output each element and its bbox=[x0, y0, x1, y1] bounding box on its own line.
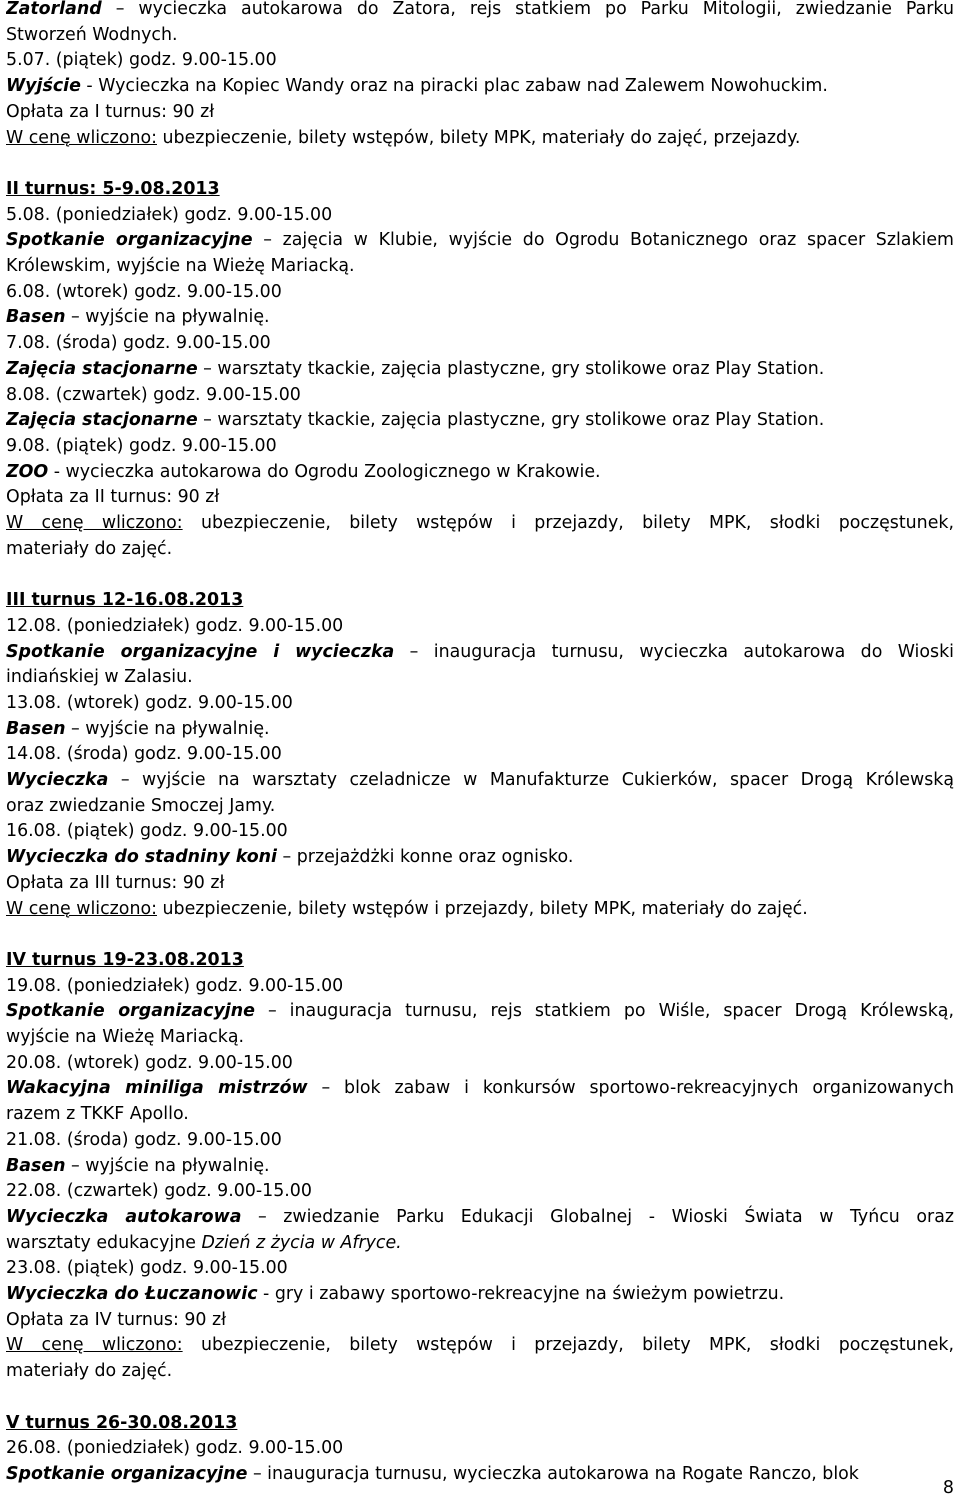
body-text: 16.08. (piątek) godz. 9.00-15.00 bbox=[6, 821, 288, 842]
text-line bbox=[6, 794, 954, 819]
text-line bbox=[6, 665, 954, 690]
text-line bbox=[6, 1308, 954, 1333]
text-line bbox=[6, 1462, 954, 1487]
emphasis-text: Wycieczka do Łuczanowic bbox=[6, 1284, 258, 1304]
text-line bbox=[6, 845, 954, 870]
body-text: – zajęcia w Klubie, wyjście do Ogrodu Botanicznego oraz spacer Szlakiem bbox=[252, 230, 954, 251]
text-line bbox=[6, 48, 954, 73]
text-line bbox=[6, 1051, 954, 1076]
body-text: – inauguracja turnusu, wycieczka autokarowa na Rogate Ranczo, blok bbox=[247, 1463, 859, 1484]
underlined-text: W cenę wliczono: bbox=[6, 1335, 183, 1356]
text-line bbox=[6, 819, 954, 844]
body-text: wyjście na Wieżę Mariacką. bbox=[6, 1027, 245, 1047]
body-text: – wyjście na pływalnię. bbox=[65, 1155, 270, 1176]
body-text: - wycieczka autokarowa do Ogrodu Zoologicznego w Krakowie. bbox=[48, 461, 601, 482]
text-line bbox=[6, 1359, 954, 1384]
text-line bbox=[6, 871, 954, 896]
body-text: – zwiedzanie Parku Edukacji Globalnej - Wioski Świata w Tyńcu oraz bbox=[241, 1206, 954, 1227]
text-line bbox=[6, 1282, 954, 1307]
text-line bbox=[6, 614, 954, 639]
text-line bbox=[6, 1128, 954, 1153]
body-text: indiańskiej w Zalasiu. bbox=[6, 667, 193, 688]
body-text: – wycieczka autokarowa do Zatora, rejs statkiem po Parku Mitologii, zwiedzanie Parku bbox=[101, 0, 954, 19]
body-text: Stworzeń Wodnych. bbox=[6, 24, 178, 45]
emphasis-text: Zajęcia stacjonarne bbox=[6, 358, 198, 379]
body-text: – wyjście na pływalnię. bbox=[65, 718, 270, 739]
body-text: 8.08. (czwartek) godz. 9.00-15.00 bbox=[6, 384, 301, 405]
body-text: 5.07. (piątek) godz. 9.00-15.00 bbox=[6, 50, 277, 71]
body-text: - Wycieczka na Kopiec Wandy oraz na piracki plac zabaw nad Zalewem Nowohuckim. bbox=[80, 76, 828, 97]
text-line bbox=[6, 126, 954, 151]
body-text: ubezpieczenie, bilety wstępów, bilety MPK, materiały do zajęć, przejazdy. bbox=[156, 127, 801, 148]
text-line bbox=[6, 1076, 954, 1101]
body-text: razem z TKKF Apollo. bbox=[6, 1104, 189, 1125]
emphasis-text: Spotkanie organizacyjne bbox=[6, 1463, 248, 1484]
body-text: Opłata za II turnus: 90 zł bbox=[6, 487, 220, 508]
emphasis-text: Basen bbox=[6, 1155, 66, 1176]
text-line bbox=[6, 742, 954, 767]
text-line bbox=[6, 1231, 954, 1256]
body-text: Opłata za III turnus: 90 zł bbox=[6, 872, 225, 893]
text-line bbox=[6, 1411, 954, 1436]
emphasis-text: Basen bbox=[6, 718, 66, 739]
text-line bbox=[6, 460, 954, 485]
body-text: oraz zwiedzanie Smoczej Jamy. bbox=[6, 795, 276, 816]
body-text: 7.08. (środa) godz. 9.00-15.00 bbox=[6, 333, 271, 354]
body-text: Królewskim, wyjście na Wieżę Mariacką. bbox=[6, 256, 355, 276]
text-line bbox=[6, 691, 954, 716]
body-text: – wyjście na warsztaty czeladnicze w Manufakturze Cukierków, spacer Drogą Królewską bbox=[108, 770, 954, 790]
body-text: - gry i zabawy sportowo-rekreacyjne na świeżym powietrzu. bbox=[257, 1284, 785, 1304]
body-text: – inauguracja turnusu, wycieczka autokarowa do Wioski bbox=[394, 641, 954, 662]
underlined-text: V turnus 26-30.08.2013 bbox=[6, 1412, 238, 1433]
body-text: Opłata za I turnus: 90 zł bbox=[6, 101, 215, 122]
body-text: 5.08. (poniedziałek) godz. 9.00-15.00 bbox=[6, 204, 333, 225]
emphasis-text: Wycieczka autokarowa bbox=[6, 1206, 242, 1227]
emphasis-text: Zajęcia stacjonarne bbox=[6, 410, 198, 431]
text-line bbox=[6, 974, 954, 999]
underlined-text: W cenę wliczono: bbox=[6, 127, 157, 148]
body-text: ubezpieczenie, bilety wstępów i przejazdy, bilety MPK, słodki poczęstunek, bbox=[182, 1335, 954, 1356]
text-line bbox=[6, 1154, 954, 1179]
text-line bbox=[6, 1256, 954, 1281]
body-text: materiały do zajęć. bbox=[6, 538, 173, 559]
emphasis-text: Wycieczka bbox=[6, 770, 109, 790]
text-line bbox=[6, 999, 954, 1024]
underlined-text: III turnus 12-16.08.2013 bbox=[6, 590, 244, 611]
text-line bbox=[6, 100, 954, 125]
emphasis-text: Wyjście bbox=[6, 76, 81, 97]
underlined-text: W cenę wliczono: bbox=[6, 513, 183, 533]
text-line bbox=[6, 717, 954, 742]
text-line bbox=[6, 74, 954, 99]
text-line bbox=[6, 897, 954, 922]
text-line bbox=[6, 305, 954, 330]
emphasis-text: Wycieczka do stadniny koni bbox=[6, 847, 278, 868]
body-text: – inauguracja turnusu, rejs statkiem po Wiśle, spacer Drogą Królewską, bbox=[254, 1001, 954, 1022]
body-text: 19.08. (poniedziałek) godz. 9.00-15.00 bbox=[6, 975, 344, 996]
text-line bbox=[6, 434, 954, 459]
body-text: – blok zabaw i konkursów sportowo-rekreacyjnych organizowanych bbox=[307, 1078, 954, 1099]
body-text: warsztaty edukacyjne bbox=[6, 1232, 202, 1253]
body-text: 20.08. (wtorek) godz. 9.00-15.00 bbox=[6, 1052, 293, 1073]
text-line bbox=[6, 177, 954, 202]
body-text: – warsztaty tkackie, zajęcia plastyczne, gry stolikowe oraz Play Station. bbox=[197, 410, 825, 431]
text-line bbox=[6, 768, 954, 793]
emphasis-text: Spotkanie organizacyjne bbox=[6, 1001, 255, 1022]
text-line bbox=[6, 1179, 954, 1204]
body-text: materiały do zajęć. bbox=[6, 1361, 173, 1382]
text-line bbox=[6, 0, 954, 22]
body-text: 14.08. (środa) godz. 9.00-15.00 bbox=[6, 744, 282, 765]
emphasis-text: Basen bbox=[6, 307, 66, 328]
underlined-text: II turnus: 5-9.08.2013 bbox=[6, 178, 220, 199]
text-line bbox=[6, 640, 954, 665]
body-text: 9.08. (piątek) godz. 9.00-15.00 bbox=[6, 435, 277, 456]
body-text: 6.08. (wtorek) godz. 9.00-15.00 bbox=[6, 281, 282, 302]
underlined-text: W cenę wliczono: bbox=[6, 898, 157, 919]
text-line bbox=[6, 511, 954, 536]
text-line bbox=[6, 383, 954, 408]
text-line bbox=[6, 1205, 954, 1230]
body-text: 22.08. (czwartek) godz. 9.00-15.00 bbox=[6, 1181, 312, 1202]
text-line bbox=[6, 948, 954, 973]
emphasis-text: ZOO bbox=[6, 461, 49, 482]
body-text: ubezpieczenie, bilety wstępów i przejazdy, bilety MPK, słodki poczęstunek, bbox=[182, 513, 954, 533]
text-line bbox=[6, 203, 954, 228]
body-text: 23.08. (piątek) godz. 9.00-15.00 bbox=[6, 1258, 288, 1279]
text-line bbox=[6, 254, 954, 279]
text-line bbox=[6, 1333, 954, 1358]
body-text: – wyjście na pływalnię. bbox=[65, 307, 270, 328]
text-line bbox=[6, 1436, 954, 1461]
body-text: 26.08. (poniedziałek) godz. 9.00-15.00 bbox=[6, 1438, 344, 1459]
text-line bbox=[6, 228, 954, 253]
underlined-text: IV turnus 19-23.08.2013 bbox=[6, 949, 244, 970]
body-text: Opłata za IV turnus: 90 zł bbox=[6, 1309, 227, 1330]
text-line bbox=[6, 23, 954, 48]
text-line bbox=[6, 537, 954, 562]
text-line bbox=[6, 280, 954, 305]
body-text: Dzień z życia w Afryce. bbox=[201, 1232, 402, 1253]
text-line bbox=[6, 1025, 954, 1050]
emphasis-text: Wakacyjna miniliga mistrzów bbox=[6, 1078, 308, 1099]
emphasis-text: Spotkanie organizacyjne i wycieczka bbox=[6, 641, 395, 662]
body-text: – przejażdżki konne oraz ognisko. bbox=[277, 847, 574, 868]
body-text: 13.08. (wtorek) godz. 9.00-15.00 bbox=[6, 692, 293, 713]
body-text: – warsztaty tkackie, zajęcia plastyczne, gry stolikowe oraz Play Station. bbox=[197, 358, 825, 379]
body-text: 21.08. (środa) godz. 9.00-15.00 bbox=[6, 1129, 282, 1150]
text-line bbox=[6, 331, 954, 356]
text-line bbox=[6, 408, 954, 433]
emphasis-text: Spotkanie organizacyjne bbox=[6, 230, 253, 251]
text-line bbox=[6, 357, 954, 382]
emphasis-text: Zatorland bbox=[6, 0, 102, 19]
body-text: ubezpieczenie, bilety wstępów i przejazdy, bilety MPK, materiały do zajęć. bbox=[156, 898, 808, 919]
text-line bbox=[6, 588, 954, 613]
body-text: 12.08. (poniedziałek) godz. 9.00-15.00 bbox=[6, 615, 344, 636]
page-number: 8 bbox=[942, 1478, 954, 1498]
text-line bbox=[6, 485, 954, 510]
text-line bbox=[6, 1102, 954, 1127]
